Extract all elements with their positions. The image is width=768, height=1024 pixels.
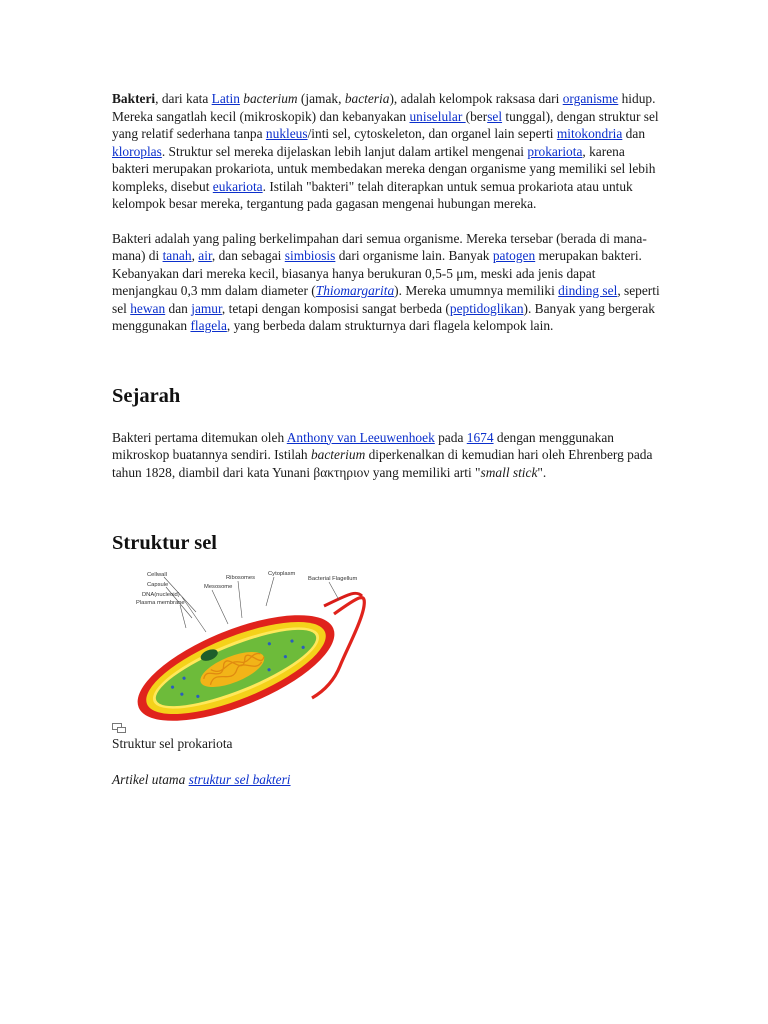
label-cytoplasm: Cytoplasm	[268, 571, 296, 577]
heading-sejarah: Sejarah	[112, 384, 181, 407]
cell-diagram-svg	[124, 566, 414, 721]
text: , dari kata	[155, 91, 212, 106]
text: . Istilah "bakteri" telah diterapkan untuk semua prokariota atau untuk kelompok besar mereka, tergantung pada gagasan mengenai hubungan mereka.	[112, 178, 633, 211]
link-uniselular[interactable]: uniselular	[409, 108, 466, 124]
text: diperkenalkan di kemudian hari oleh Ehrenberg pada tahun 1828, diambil dari kata Yunani βακτηριον yang memiliki arti "	[112, 447, 653, 480]
link-nukleus[interactable]: nukleus	[265, 126, 308, 141]
text: merupakan bakteri. Kebanyakan dari mereka kecil, biasanya hanya berukuran 0,5-5 μm, meski ada jenis dapat menjangkau 0,3 mm dalam diameter (	[112, 248, 642, 298]
link-simbiosis[interactable]: simbiosis	[284, 248, 336, 263]
link-peptidoglikan[interactable]: peptidoglikan	[449, 300, 524, 316]
text: hidup. Mereka sangatlah kecil (mikroskopik) dan kebanyakan	[112, 91, 656, 124]
text: dari organisme lain. Banyak	[335, 248, 493, 263]
text: Bakteri adalah yang paling berkelimpahan dari semua organisme. Mereka tersebar (berada di mana-mana) di	[112, 230, 647, 263]
link-patogen[interactable]: patogen	[492, 248, 536, 263]
abundance-paragraph	[112, 230, 660, 335]
text: ), adalah kelompok raksasa dari	[389, 91, 563, 106]
main-article-note	[112, 771, 660, 789]
text: (jamak,	[297, 91, 345, 106]
text: tunggal), dengan struktur sel yang relatif sederhana tanpa	[112, 108, 659, 141]
link-mitokondria[interactable]: mitokondria	[556, 126, 623, 141]
label-plasma-membrane: Plasma membrane	[136, 600, 185, 606]
enlarge-thumbnail-icon[interactable]	[112, 723, 126, 733]
text: Bakteri pertama ditemukan oleh	[112, 429, 287, 445]
article-body	[112, 90, 660, 788]
text: (ber	[465, 108, 488, 124]
label-cellwall: Cellwall	[147, 572, 167, 578]
prokaryote-cell-diagram[interactable]	[124, 566, 414, 721]
text: . Struktur sel mereka dijelaskan lebih lanjut dalam artikel mengenai	[161, 143, 528, 159]
label-mesosome: Mesosome	[204, 584, 233, 590]
link-flagela[interactable]: flagela	[190, 318, 227, 333]
link-dinding-sel[interactable]: dinding sel	[558, 283, 618, 298]
link-organisme[interactable]: organisme	[562, 91, 619, 106]
text: , dan sebagai	[211, 248, 285, 263]
link-latin[interactable]: Latin	[211, 91, 240, 106]
sejarah-paragraph	[112, 429, 660, 482]
text: ".	[537, 464, 547, 480]
text: ,	[191, 248, 199, 263]
label-ribosomes: Ribosomes	[226, 575, 255, 581]
link-struktur-sel-bakteri[interactable]: struktur sel bakteri	[188, 771, 291, 787]
text: , tetapi dengan komposisi sangat berbeda (	[221, 300, 450, 316]
link-tanah[interactable]: tanah	[162, 248, 192, 263]
link-air[interactable]: air	[198, 248, 212, 263]
term-bakteri: Bakteri	[112, 91, 156, 106]
link-sel[interactable]: sel	[487, 108, 503, 124]
text: , karena bakteri merupakan prokariota, untuk membedakan mereka dengan organisme yang memiliki sel lebih kompleks, disebut	[112, 143, 656, 194]
link-hewan[interactable]: hewan	[130, 300, 166, 316]
link-jamur[interactable]: jamur	[191, 300, 222, 316]
text: , seperti sel	[112, 283, 660, 316]
link-1674[interactable]: 1674	[466, 429, 494, 445]
text: ). Mereka umumnya memiliki	[394, 283, 559, 298]
label-dna: DNA(nucleoid)	[142, 592, 180, 598]
link-leeuwenhoek[interactable]: Anthony van Leeuwenhoek	[286, 429, 435, 445]
term-bacterium: bacterium	[310, 447, 366, 462]
figure-caption: Struktur sel prokariota	[112, 736, 233, 751]
heading-struktur-sel: Struktur sel	[112, 532, 217, 554]
link-thiomargarita[interactable]: Thiomargarita	[315, 283, 395, 298]
text: , yang berbeda dalam strukturnya dari flagela kelompok lain.	[226, 318, 554, 333]
text: pada	[434, 429, 467, 445]
term-bacteria: bacteria	[344, 91, 390, 106]
link-kloroplas[interactable]: kloroplas	[112, 143, 162, 159]
text: ). Banyak yang bergerak menggunakan	[112, 300, 655, 333]
link-prokariota[interactable]: prokariota	[527, 143, 583, 159]
text: Artikel utama	[112, 771, 189, 787]
term-bacterium: bacterium	[243, 91, 298, 106]
label-flagellum: Bacterial Flagellum	[308, 576, 358, 582]
term-small-stick: small stick	[480, 464, 538, 480]
link-eukariota[interactable]: eukariota	[212, 178, 263, 194]
intro-paragraph	[112, 90, 660, 213]
text: dan	[622, 126, 646, 141]
label-capsule: Capsule	[147, 582, 169, 588]
text: /inti sel, cytoskeleton, dan organel lain seperti	[307, 126, 557, 141]
text: dengan menggunakan mikroskop buatannya sendiri. Istilah	[112, 429, 615, 462]
text: dan	[165, 300, 192, 316]
